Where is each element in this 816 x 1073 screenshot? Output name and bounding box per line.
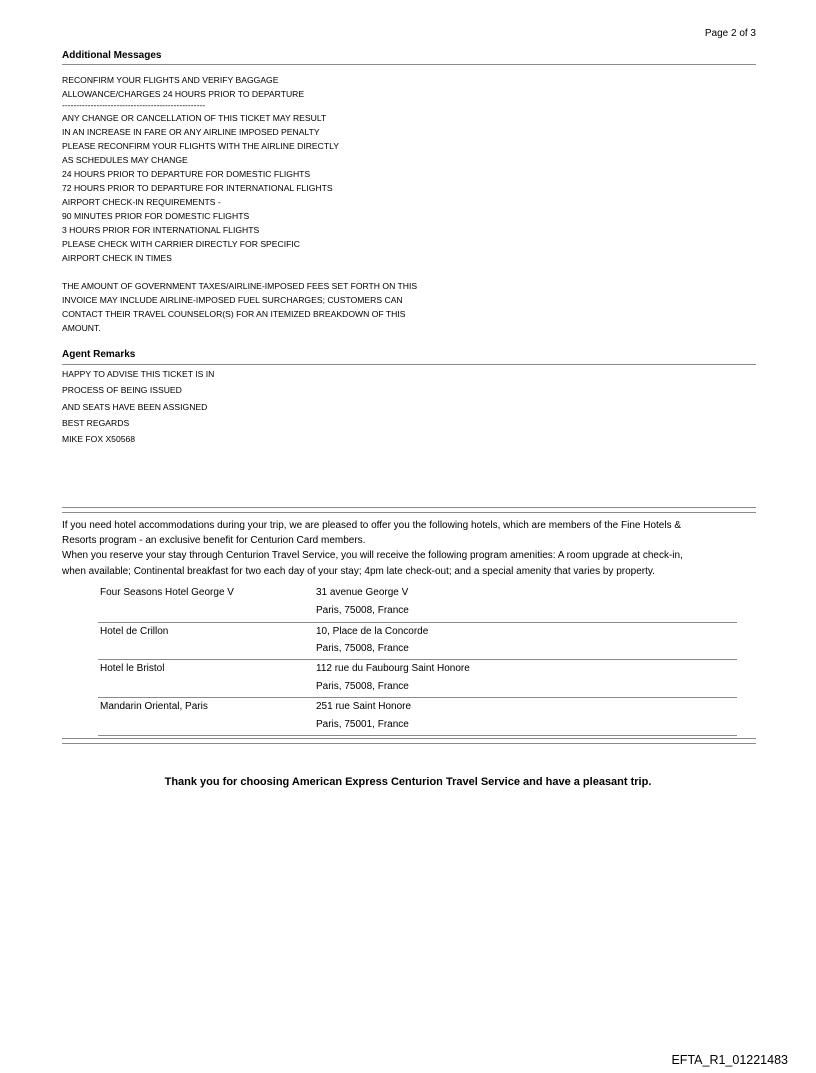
hotel-address-line: 251 rue Saint Honore xyxy=(316,701,412,712)
agent-remark-line: PROCESS OF BEING ISSUED xyxy=(62,385,182,395)
page-number: Page 2 of 3 xyxy=(704,28,756,39)
hotel-address-line: Paris, 75001, France xyxy=(316,719,409,730)
hotel-section-end-divider xyxy=(62,738,756,744)
message-separator: -------------------------------------------------- xyxy=(62,100,206,110)
hotel-name: Hotel de Crillon xyxy=(100,626,169,637)
hotel-name: Mandarin Oriental, Paris xyxy=(100,701,208,712)
message-line: 3 HOURS PRIOR FOR INTERNATIONAL FLIGHTS xyxy=(62,225,260,235)
hotel-intro-line: when available; Continental breakfast for two each day of your stay; 4pm late check-out; and a special amenity that varies by property. xyxy=(62,566,655,577)
hotel-address-line: Paris, 75008, France xyxy=(316,605,409,616)
document-id: EFTA_R1_01221483 xyxy=(671,1053,788,1067)
hotel-row-divider xyxy=(98,622,737,623)
hotel-intro-line: When you reserve your stay through Centurion Travel Service, you will receive the following program amenities: A room upgrade at check-in, xyxy=(62,550,683,561)
agent-remarks-divider xyxy=(62,364,756,365)
hotel-address-line: Paris, 75008, France xyxy=(316,681,409,692)
message-line: ANY CHANGE OR CANCELLATION OF THIS TICKET MAY RESULT xyxy=(62,113,327,123)
message-line: RECONFIRM YOUR FLIGHTS AND VERIFY BAGGAGE xyxy=(62,75,279,85)
tax-notice-line: AMOUNT. xyxy=(62,323,101,333)
additional-messages-title: Additional Messages xyxy=(62,50,162,61)
closing-message: Thank you for choosing American Express Centurion Travel Service and have a pleasant trip. xyxy=(164,776,652,788)
agent-remark-line: AND SEATS HAVE BEEN ASSIGNED xyxy=(62,402,208,412)
message-line: PLEASE CHECK WITH CARRIER DIRECTLY FOR SPECIFIC xyxy=(62,239,300,249)
agent-remark-line: MIKE FOX X50568 xyxy=(62,434,136,444)
message-line: 24 HOURS PRIOR TO DEPARTURE FOR DOMESTIC FLIGHTS xyxy=(62,169,311,179)
message-line: AIRPORT CHECK-IN REQUIREMENTS - xyxy=(62,197,221,207)
agent-remark-line: HAPPY TO ADVISE THIS TICKET IS IN xyxy=(62,369,215,379)
hotel-intro-line: If you need hotel accommodations during your trip, we are pleased to offer you the following hotels, which are members of the Fine Hotels & xyxy=(62,520,682,531)
hotel-row-divider xyxy=(98,697,737,698)
tax-notice-line: INVOICE MAY INCLUDE AIRLINE-IMPOSED FUEL SURCHARGES; CUSTOMERS CAN xyxy=(62,295,403,305)
hotel-address-line: 31 avenue George V xyxy=(316,587,409,598)
agent-remark-line: BEST REGARDS xyxy=(62,418,130,428)
hotel-address-line: 10, Place de la Concorde xyxy=(316,626,429,637)
agent-remarks-title: Agent Remarks xyxy=(62,349,136,360)
message-line: PLEASE RECONFIRM YOUR FLIGHTS WITH THE AIRLINE DIRECTLY xyxy=(62,141,339,151)
hotel-intro-line: Resorts program - an exclusive benefit for Centurion Card members. xyxy=(62,535,366,546)
message-line: AS SCHEDULES MAY CHANGE xyxy=(62,155,188,165)
hotel-name: Four Seasons Hotel George V xyxy=(100,587,234,598)
tax-notice-line: THE AMOUNT OF GOVERNMENT TAXES/AIRLINE-IMPOSED FEES SET FORTH ON THIS xyxy=(62,281,418,291)
hotel-name: Hotel le Bristol xyxy=(100,663,165,674)
hotel-row-divider xyxy=(98,659,737,660)
message-line: AIRPORT CHECK IN TIMES xyxy=(62,253,172,263)
message-line: IN AN INCREASE IN FARE OR ANY AIRLINE IMPOSED PENALTY xyxy=(62,127,320,137)
hotel-address-line: 112 rue du Faubourg Saint Honore xyxy=(316,663,470,674)
hotel-row-divider xyxy=(98,735,737,736)
message-line: 90 MINUTES PRIOR FOR DOMESTIC FLIGHTS xyxy=(62,211,250,221)
hotel-section-divider xyxy=(62,507,756,513)
additional-messages-divider xyxy=(62,64,756,65)
hotel-address-line: Paris, 75008, France xyxy=(316,643,409,654)
message-line: ALLOWANCE/CHARGES 24 HOURS PRIOR TO DEPARTURE xyxy=(62,89,305,99)
message-line: 72 HOURS PRIOR TO DEPARTURE FOR INTERNATIONAL FLIGHTS xyxy=(62,183,333,193)
tax-notice-line: CONTACT THEIR TRAVEL COUNSELOR(S) FOR AN ITEMIZED BREAKDOWN OF THIS xyxy=(62,309,406,319)
